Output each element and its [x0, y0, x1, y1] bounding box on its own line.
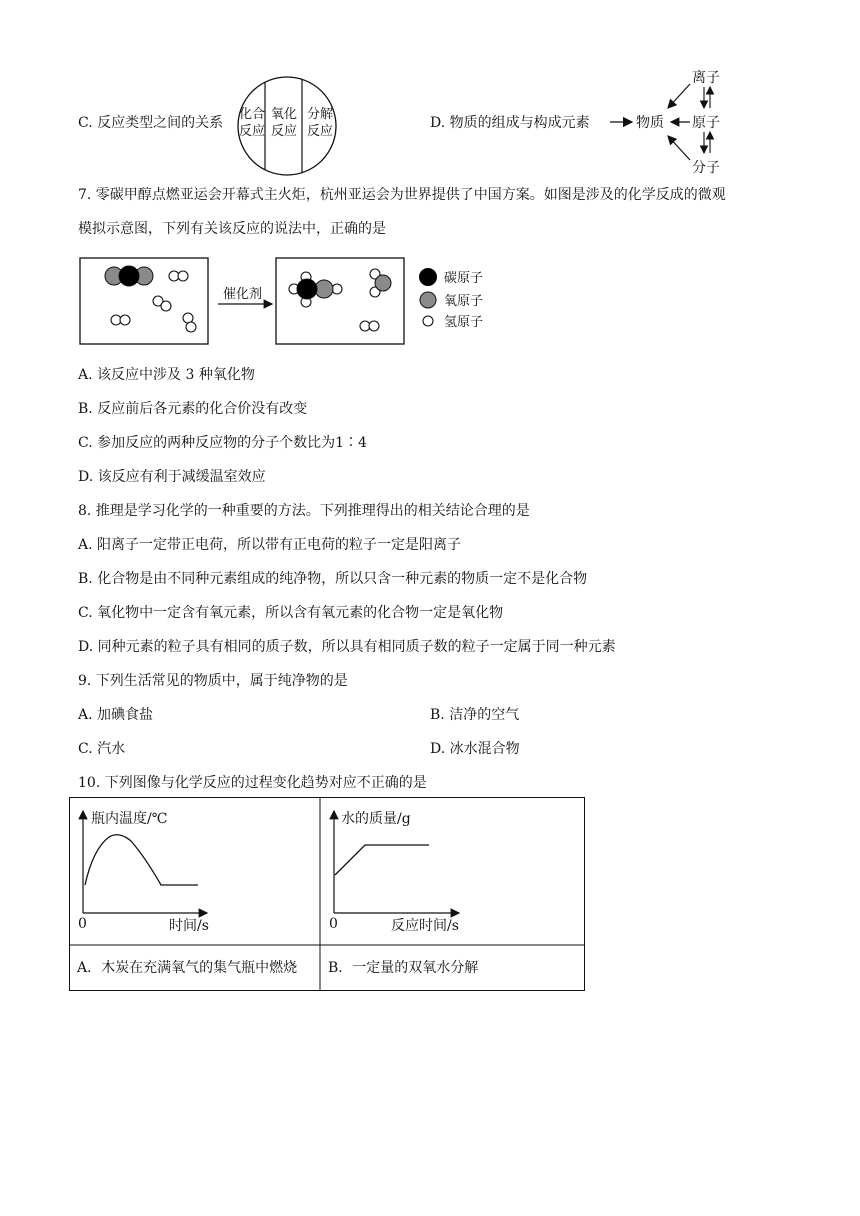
- circle-text-2: 反应: [238, 124, 266, 139]
- node-ion: 离子: [692, 70, 720, 86]
- q7-stem-line2: 模拟示意图，下列有关该反应的说法中，正确的是: [78, 221, 386, 237]
- q9-option-a[interactable]: A. 加碘食盐: [78, 707, 154, 723]
- graph-a-caption[interactable]: A．木炭在充满氧气的集气瓶中燃烧: [77, 960, 298, 976]
- q7-option-b[interactable]: B. 反应前后各元素的化合价没有改变: [78, 401, 308, 417]
- graph-a-ylabel: 瓶内温度/℃: [91, 811, 168, 827]
- legend-hydrogen: 氢原子: [444, 315, 484, 330]
- legend-carbon-swatch: [419, 268, 437, 286]
- co2-carbon: [119, 266, 139, 286]
- legend-carbon: 碳原子: [444, 271, 484, 286]
- circle-text-3: 氧化: [270, 107, 298, 122]
- q8-option-c[interactable]: C. 氧化物中一定含有氧元素，所以含有氧元素的化合物一定是氧化物: [78, 605, 504, 621]
- graph-b: [329, 810, 459, 934]
- substance-composition-diagram: [600, 64, 740, 180]
- catalyst-label: 催化剂: [223, 287, 263, 302]
- graph-b-origin: 0: [329, 916, 338, 932]
- legend-oxygen: 氧原子: [444, 294, 484, 309]
- node-substance: 物质: [636, 115, 664, 131]
- q6-option-d-label: D. 物质的组成与构成元素: [430, 115, 590, 131]
- node-molecule: 分子: [692, 160, 720, 176]
- graph-a: [78, 810, 209, 934]
- q7-option-d[interactable]: D. 该反应有利于减缓温室效应: [78, 469, 266, 485]
- q7-option-c[interactable]: C. 参加反应的两种反应物的分子个数比为1∶4: [78, 435, 367, 451]
- reaction-type-circle-diagram: [232, 76, 342, 176]
- graph-b-ylabel: 水的质量/g: [341, 811, 411, 827]
- node-atom: 原子: [692, 115, 720, 131]
- q8-option-d[interactable]: D. 同种元素的粒子具有相同的质子数，所以具有相同质子数的粒子一定属于同一种元素: [78, 639, 616, 655]
- q10-stem: 10. 下列图像与化学反应的过程变化趋势对应不正确的是: [78, 775, 427, 791]
- q9-option-d[interactable]: D. 冰水混合物: [430, 741, 520, 757]
- q8-option-b[interactable]: B. 化合物是由不同种元素组成的纯净物，所以只含一种元素的物质一定不是化合物: [78, 571, 588, 587]
- q7-stem-line1: 7. 零碳甲醇点燃亚运会开幕式主火炬，杭州亚运会为世界提供了中国方案。如图是涉及的化学反成的微观: [78, 187, 726, 203]
- circle-text-6: 反应: [306, 124, 334, 139]
- reaction-micro-diagram: [78, 250, 498, 350]
- q9-stem: 9. 下列生活常见的物质中，属于纯净物的是: [78, 673, 348, 689]
- circle-text-5: 分解: [306, 107, 334, 122]
- circle-text-1: 化合: [238, 107, 266, 122]
- q10-graph-table: [69, 797, 585, 991]
- legend-hydrogen-swatch: [423, 316, 433, 326]
- graph-b-xlabel: 反应时间/s: [391, 918, 459, 934]
- q7-option-a[interactable]: A. 该反应中涉及 3 种氧化物: [78, 367, 255, 383]
- q8-stem: 8. 推理是学习化学的一种重要的方法。下列推理得出的相关结论合理的是: [78, 503, 530, 519]
- graph-a-curve: [85, 835, 198, 885]
- q6-option-c-label: C. 反应类型之间的关系: [78, 115, 224, 131]
- graph-b-curve: [335, 845, 429, 875]
- circle-text-4: 反应: [270, 124, 298, 139]
- q9-option-b[interactable]: B. 洁净的空气: [430, 707, 520, 723]
- legend-oxygen-swatch: [420, 292, 436, 308]
- q9-option-c[interactable]: C. 汽水: [78, 741, 126, 757]
- graph-a-xlabel: 时间/s: [169, 918, 209, 934]
- q8-option-a[interactable]: A. 阳离子一定带正电荷，所以带有正电荷的粒子一定是阳离子: [78, 537, 462, 553]
- graph-a-origin: 0: [78, 916, 87, 932]
- graph-b-caption[interactable]: B．一定量的双氧水分解: [328, 960, 479, 976]
